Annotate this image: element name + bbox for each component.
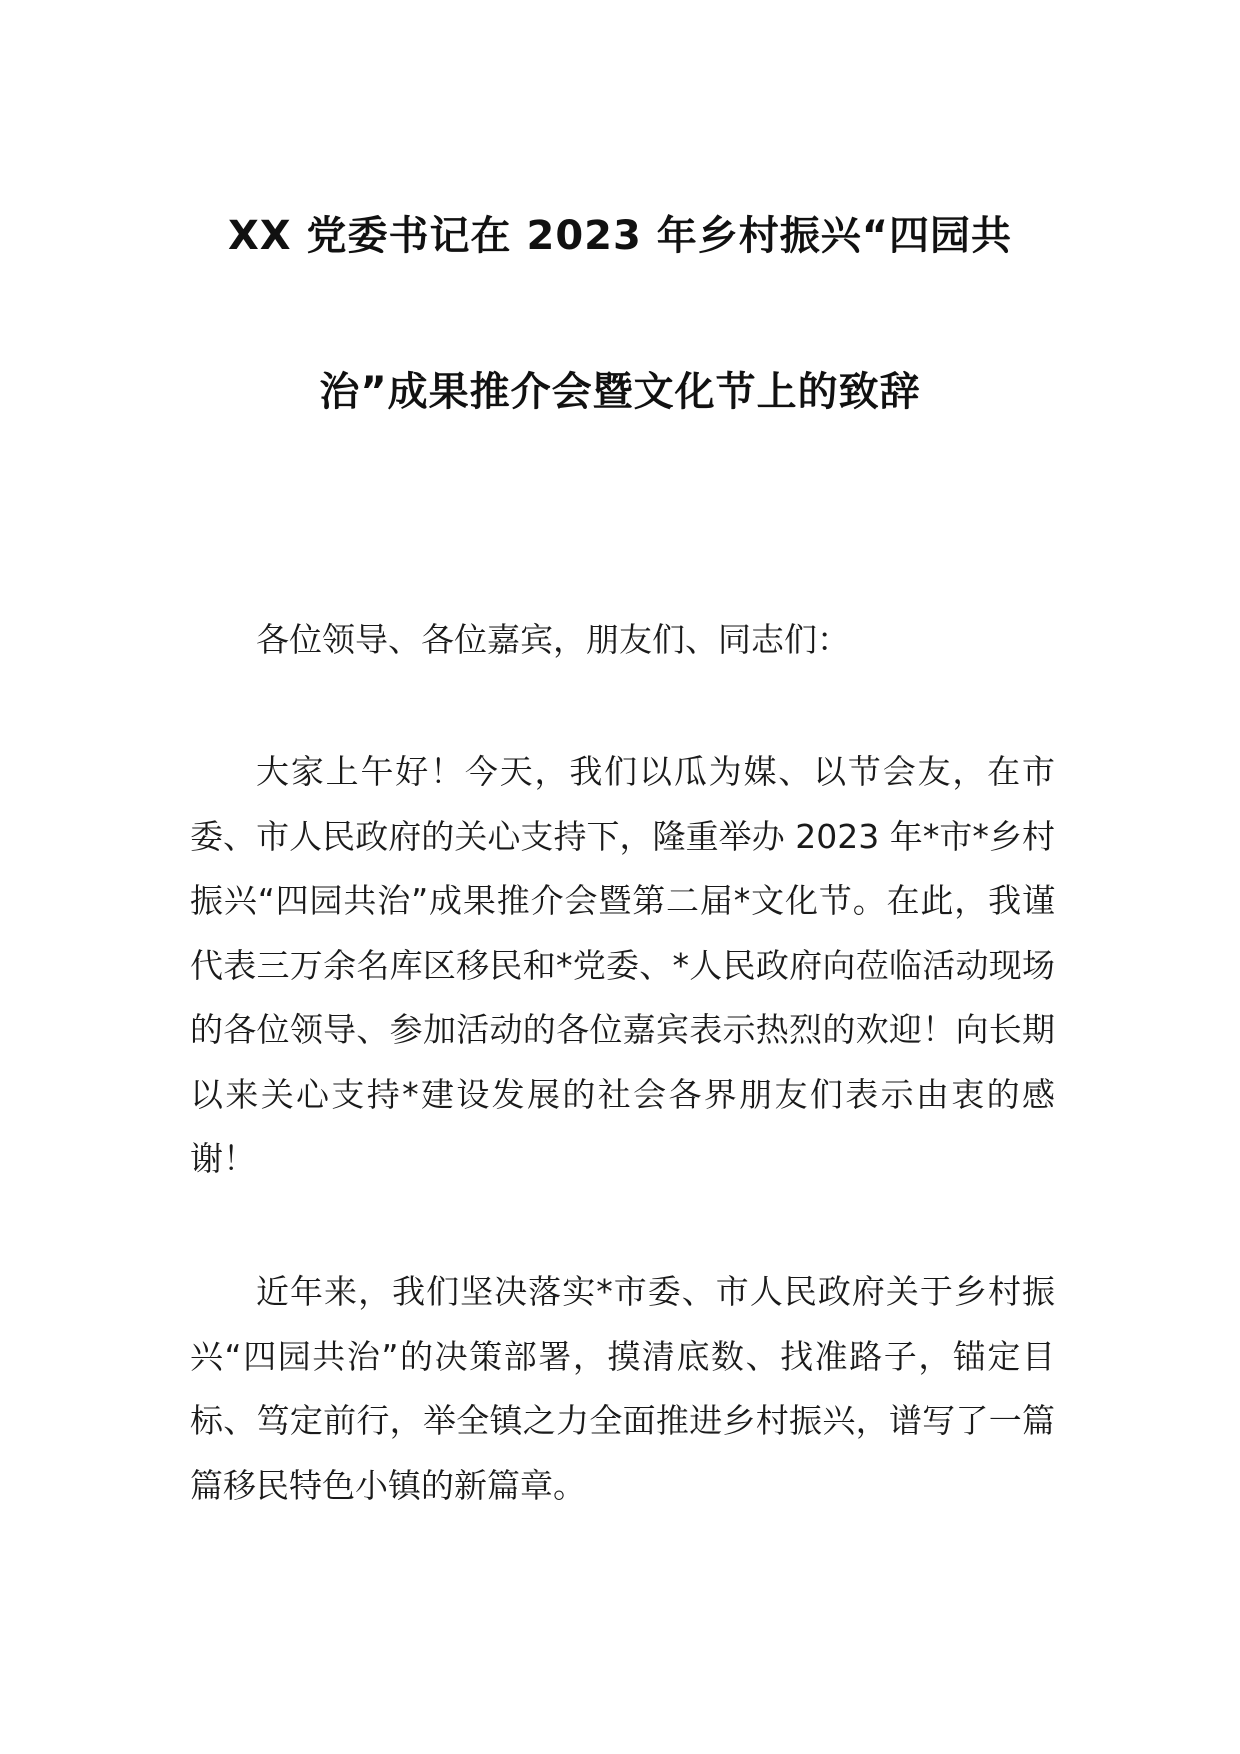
paragraph-welcome: 大家上午好！今天，我们以瓜为媒、以节会友，在市委、市人民政府的关心支持下，隆重举办 2023 年*市*乡村振兴“四园共治”成果推介会暨第二届*文化节。在此，我谨代表三万余名库区移民和*党委、*人民政府向莅临活动现场的各位领导、参加活动的各位嘉宾表示热烈的欢迎！向长期以来关心支持*建设发展的社会各界朋友们表示由衷的感谢！: [190, 752, 1055, 1178]
salutation: 各位领导、各位嘉宾，朋友们、同志们：: [256, 620, 850, 659]
document-title-line-2: 治”成果推介会暨文化节上的致辞: [319, 369, 921, 415]
document-title-line-1: XX 党委书记在 2023 年乡村振兴“四园共: [227, 213, 1013, 259]
paragraph-block-1: [190, 740, 1055, 1192]
salutation-block: [190, 608, 1055, 673]
paragraph-block-2: [190, 1260, 1055, 1518]
paragraph-achievements: 近年来，我们坚决落实*市委、市人民政府关于乡村振兴“四园共治”的决策部署，摸清底数、找准路子，锚定目标、笃定前行，举全镇之力全面推进乡村振兴，谱写了一篇篇移民特色小镇的新篇章。: [190, 1272, 1055, 1505]
